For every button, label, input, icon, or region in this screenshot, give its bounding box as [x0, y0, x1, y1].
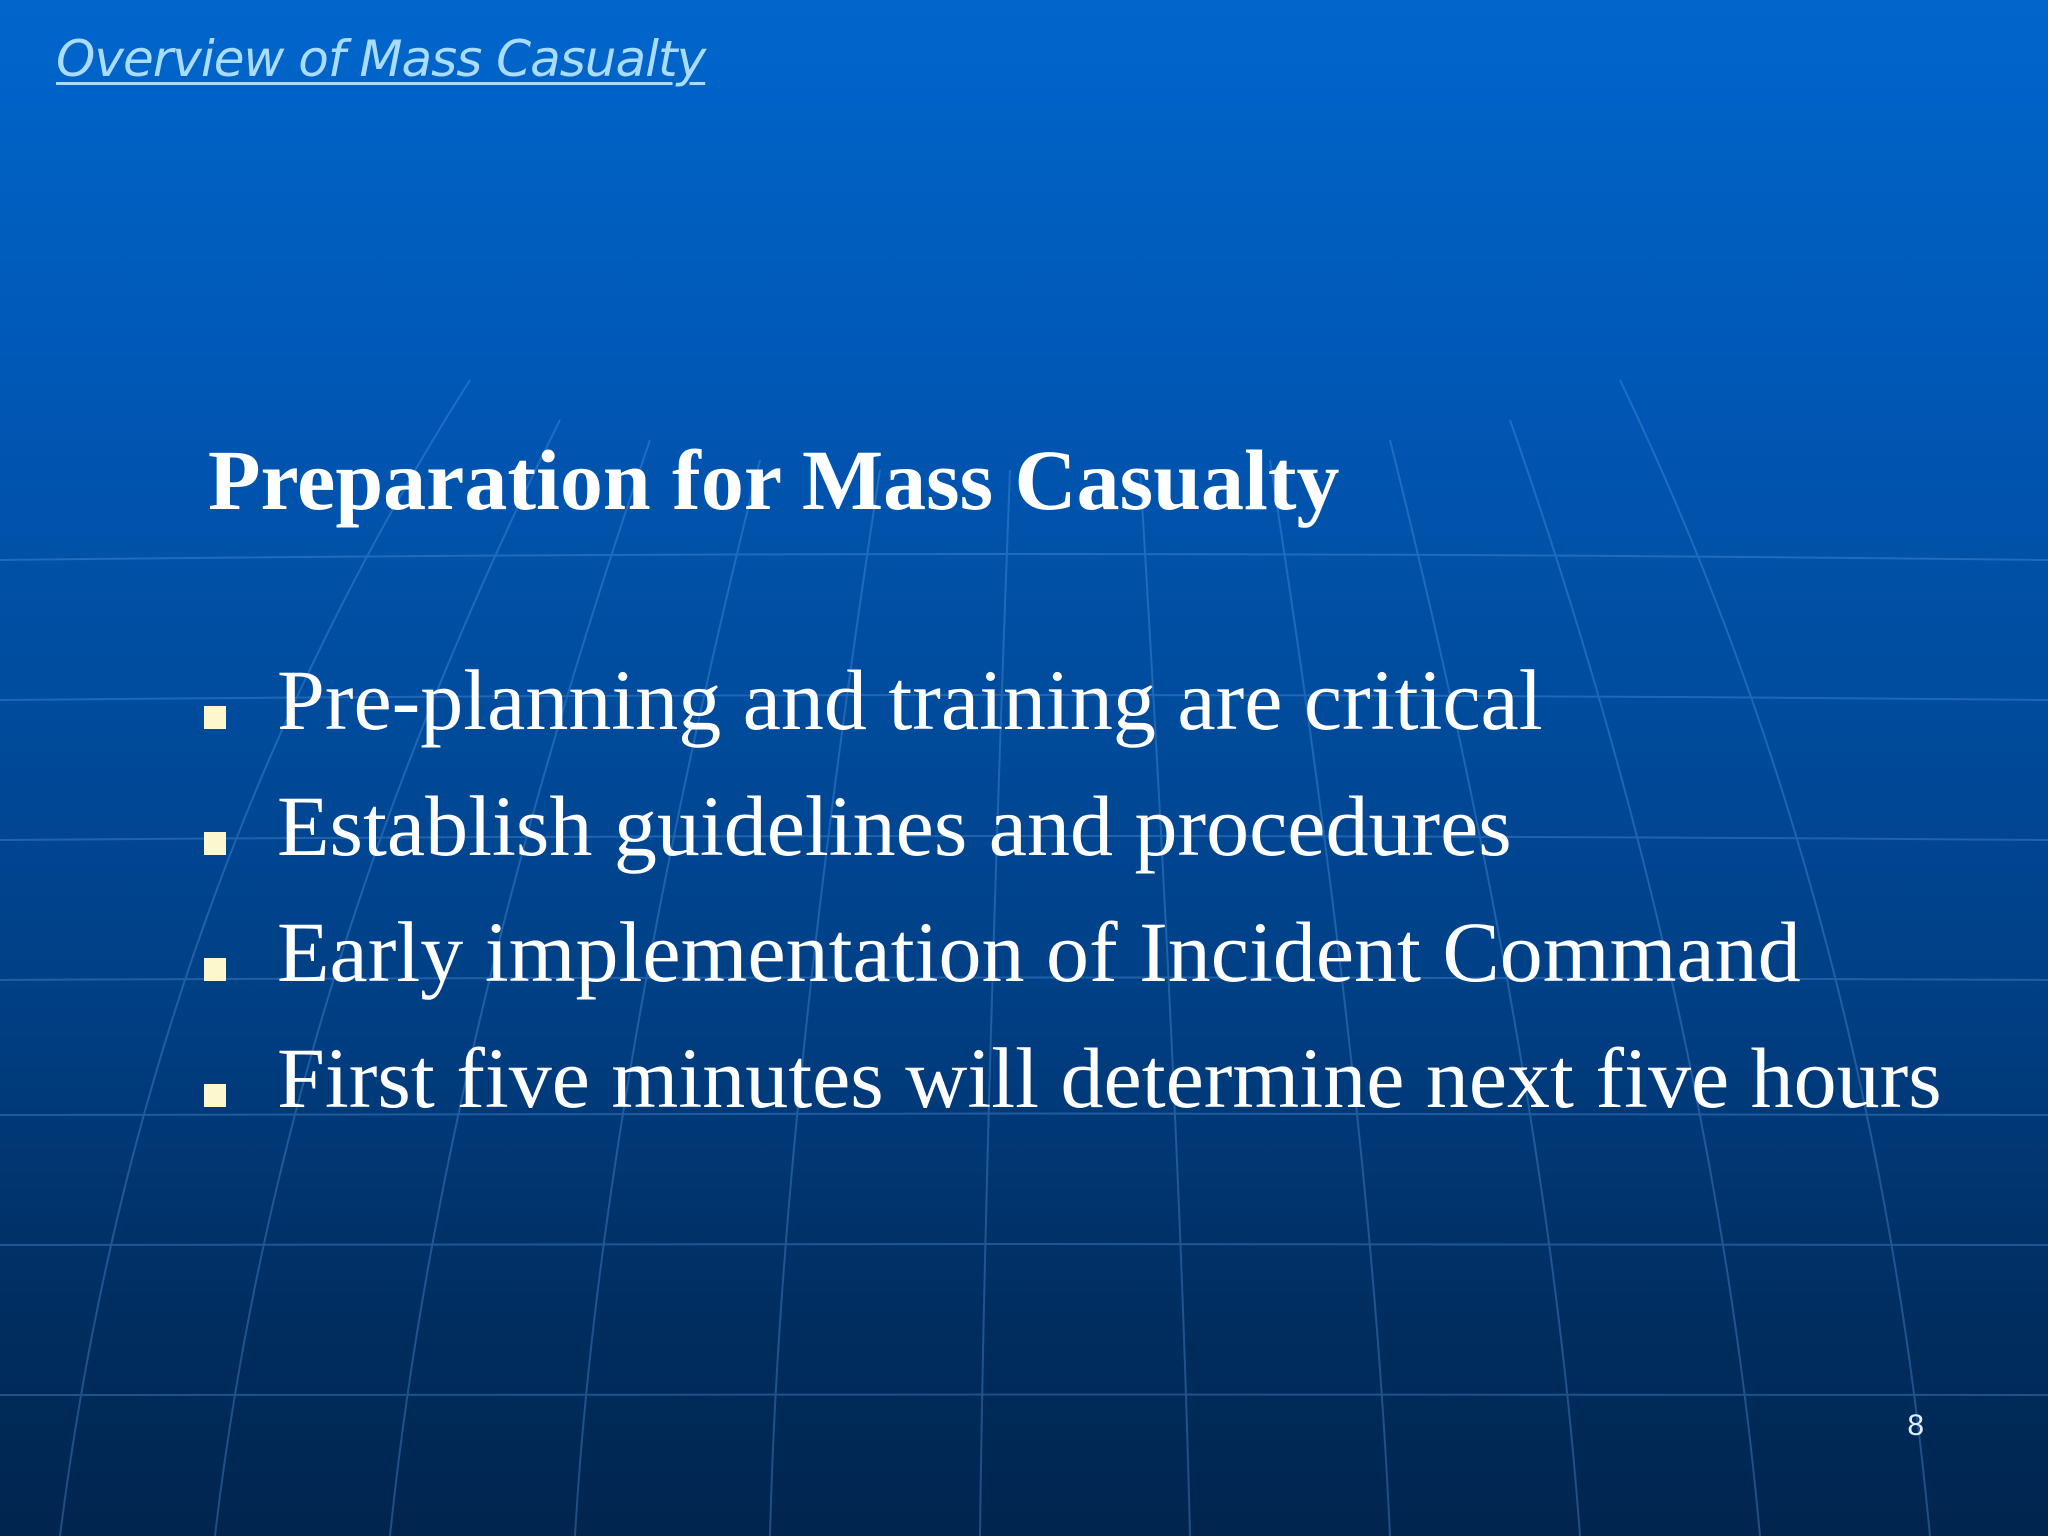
bullet-item [204, 771, 1944, 882]
bullet-text: Early implementation of Incident Command [277, 904, 1801, 1000]
slide-number: 8 [1907, 1409, 1924, 1442]
square-bullet-icon [204, 958, 226, 981]
square-bullet-icon [204, 832, 226, 855]
bullet-text: Pre-planning and training are critical [277, 652, 1543, 748]
overview-mass-casualty-link[interactable]: Overview of Mass Casualty [56, 30, 706, 88]
bullet-item [204, 897, 1944, 1008]
bullet-list [204, 645, 1944, 1149]
bullet-text: Establish guidelines and procedures [277, 778, 1512, 874]
bullet-item [204, 645, 1944, 756]
bullet-item [204, 1023, 1944, 1134]
bullet-text: First five minutes will determine next five hours [277, 1030, 1942, 1126]
square-bullet-icon [204, 1084, 226, 1107]
square-bullet-icon [204, 706, 226, 729]
slide-title: Preparation for Mass Casualty [208, 432, 1340, 528]
